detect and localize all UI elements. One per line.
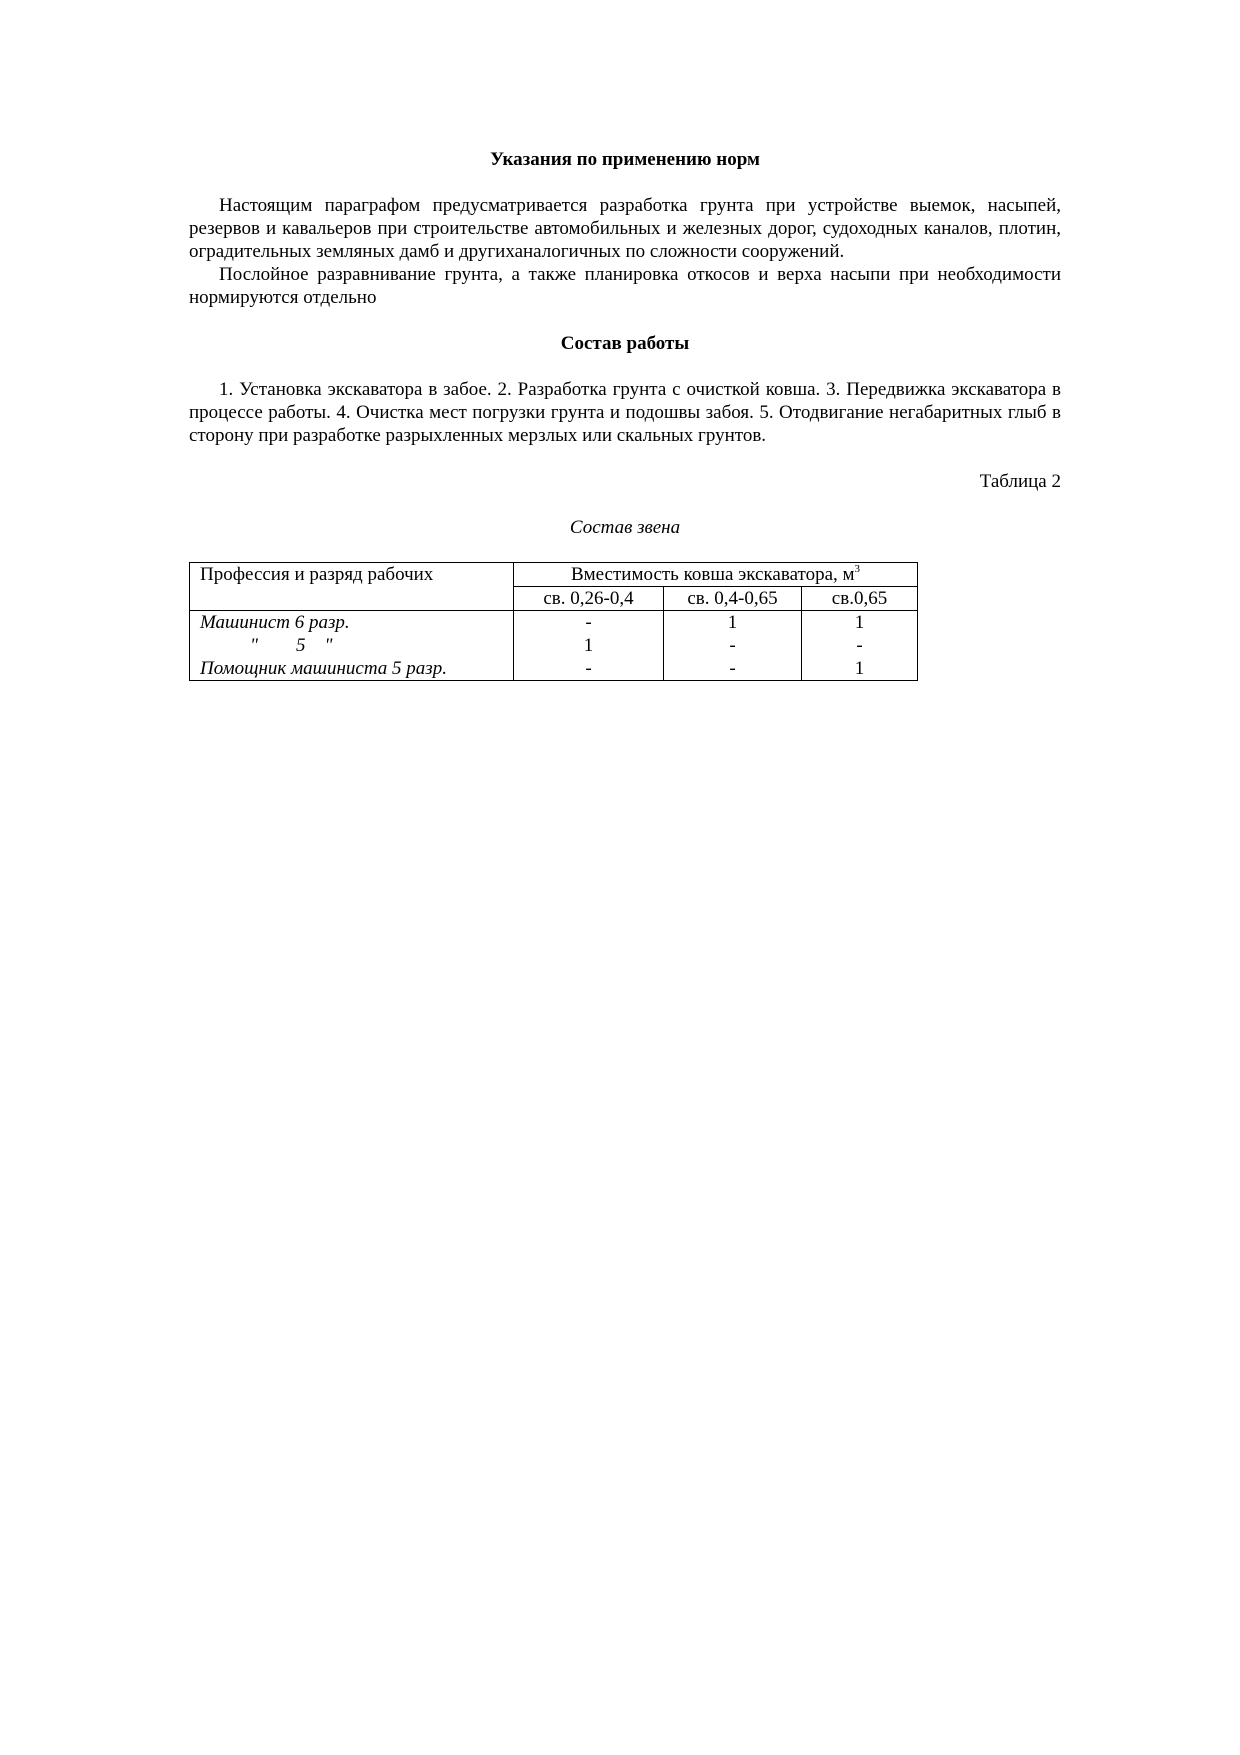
row-value: - — [514, 657, 664, 681]
table-number: Таблица 2 — [979, 471, 1061, 492]
document-page — [189, 148, 1061, 681]
row-value: 1 — [664, 611, 802, 635]
section-title-norms: Указания по применению норм — [490, 149, 760, 170]
norms-paragraph-2: Послойное разравнивание грунта, а также планировка откосов и верха насыпи при необходимости нормируются отдельно — [189, 264, 1061, 308]
row-value: 1 — [514, 634, 664, 657]
header-bucket-capacity: Вместимость ковша экскаватора, $м^3$ — [514, 563, 918, 587]
subheader-col-3: св.0,65 — [802, 587, 918, 611]
row-value: 1 — [802, 657, 918, 681]
crew-table — [189, 562, 918, 681]
row-value: - — [802, 634, 918, 657]
row-value: 1 — [802, 611, 918, 635]
table-row — [190, 657, 918, 681]
subheader-col-1: св. 0,26-0,4 — [514, 587, 664, 611]
row-value: - — [664, 634, 802, 657]
table-row — [190, 634, 918, 657]
section-title-work-composition: Состав работы — [560, 333, 690, 354]
row-value: - — [514, 611, 664, 635]
table-caption: Состав звена — [569, 517, 681, 538]
norms-paragraph-1: Настоящим параграфом предусматривается разработка грунта при устройстве выемок, насыпей, резервов и кавальеров при строительстве автомобильных и железных дорог, судоходных каналов, плотин, оградительных земляных дамб и другиханалогичных по сложности сооружений. — [189, 195, 1061, 262]
header-profession: Профессия и разряд рабочих — [190, 563, 514, 611]
row-value: - — [664, 657, 802, 681]
work-composition-paragraph: 1. Установка экскаватора в забое. 2. Разработка грунта с очисткой ковша. 3. Передвижка экскаватора в процессе работы. 4. Очистка мест погрузки грунта и подошвы забоя. 5. Отодвигание негабаритных глыб в сторону при разработке разрыхленных мерзлых или скальных грунтов. — [189, 379, 1061, 446]
row-profession: Машинист 6 разр. — [190, 611, 514, 635]
table-row — [190, 611, 918, 635]
subheader-col-2: св. 0,4-0,65 — [664, 587, 802, 611]
row-profession: " 5 " — [190, 634, 514, 657]
row-profession: Помощник машиниста 5 разр. — [190, 657, 514, 681]
table-header-row — [190, 563, 918, 587]
